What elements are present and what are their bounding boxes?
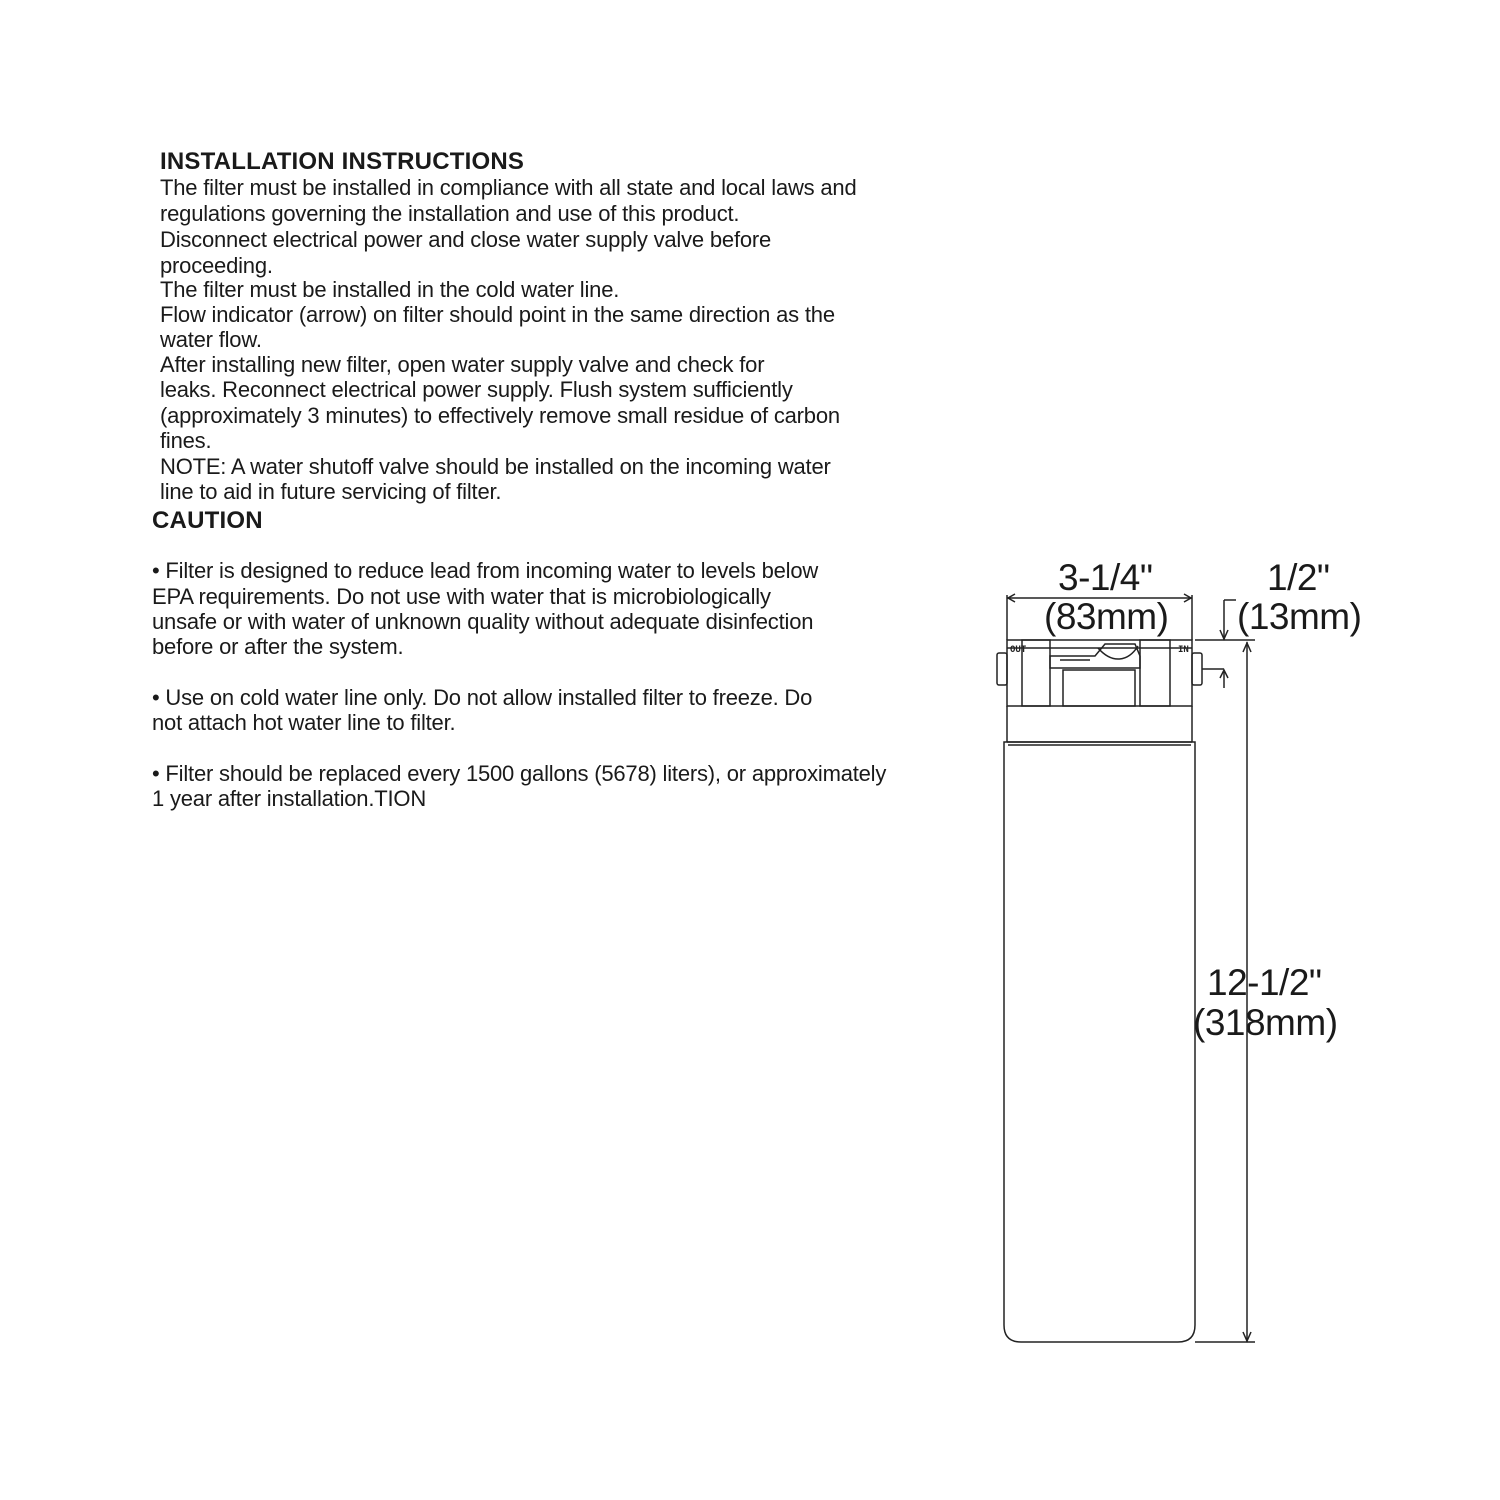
caution-bullet-line: • Filter is designed to reduce lead from incoming water to levels below	[152, 558, 819, 583]
installation-line: The filter must be installed in the cold water line.	[160, 277, 620, 302]
caution-bullet-line: not attach hot water line to filter.	[152, 710, 456, 735]
installation-line: fines.	[160, 428, 212, 453]
offset-inch-label: 1/2"	[1267, 557, 1330, 598]
installation-line: leaks. Reconnect electrical power supply. Flush system sufficiently	[160, 377, 793, 402]
offset-mm-label: (13mm)	[1237, 596, 1362, 637]
caution-bullet-line: before or after the system.	[152, 634, 404, 659]
installation-line: (approximately 3 minutes) to effectively remove small residue of carbon	[160, 403, 840, 428]
width-mm-label: (83mm)	[1044, 596, 1169, 637]
caution-bullet-line: • Filter should be replaced every 1500 gallons (5678) liters), or approximately	[152, 761, 887, 786]
installation-line: Disconnect electrical power and close water supply valve before	[160, 227, 772, 252]
installation-line: Flow indicator (arrow) on filter should point in the same direction as the	[160, 302, 835, 327]
installation-line: proceeding.	[160, 253, 273, 278]
caution-bullet-line: EPA requirements. Do not use with water that is microbiologically	[152, 584, 771, 609]
installation-line: line to aid in future servicing of filter.	[160, 479, 502, 504]
installation-line: After installing new filter, open water supply valve and check for	[160, 352, 765, 377]
height-mm-label: (318mm)	[1193, 1002, 1338, 1043]
installation-line: The filter must be installed in compliance with all state and local laws and	[160, 175, 857, 200]
installation-line: regulations governing the installation and use of this product.	[160, 201, 740, 226]
installation-line: water flow.	[160, 327, 262, 352]
installation-line: NOTE: A water shutoff valve should be installed on the incoming water	[160, 454, 831, 479]
caution-bullet-line: • Use on cold water line only. Do not allow installed filter to freeze. Do	[152, 685, 813, 710]
caution-bullet-line: 1 year after installation.TION	[152, 786, 427, 811]
port-in-label: IN	[1178, 645, 1189, 655]
port-out-label: OUT	[1010, 645, 1027, 655]
caution-heading: CAUTION	[152, 507, 263, 534]
height-inch-label: 12-1/2"	[1207, 962, 1322, 1003]
caution-bullet-line: unsafe or with water of unknown quality without adequate disinfection	[152, 609, 814, 634]
installation-heading: INSTALLATION INSTRUCTIONS	[160, 148, 525, 175]
width-inch-label: 3-1/4"	[1058, 557, 1153, 598]
